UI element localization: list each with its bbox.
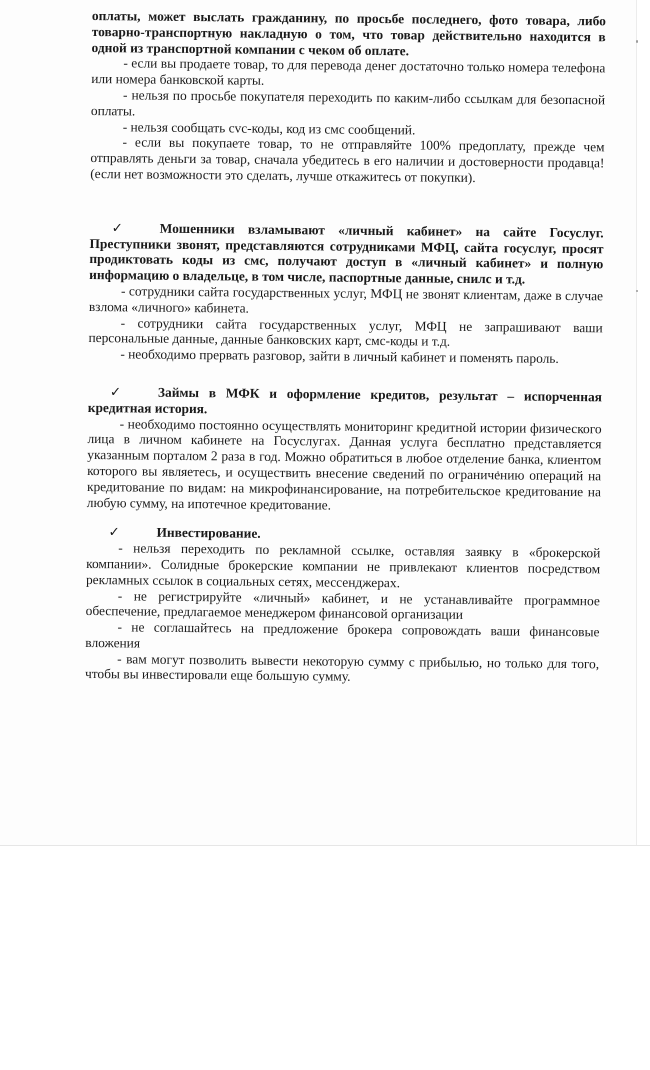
section-gosuslugi-paragraph-3: - необходимо прервать разговор, зайти в личный кабинет и поменять пароль. bbox=[120, 346, 559, 367]
section-invest-heading-text: Инвестирование. bbox=[156, 525, 261, 542]
section-gosuslugi-paragraph-2: - сотрудники сайта государственных услуг, МФЦ не запрашивают ваши персональные данные, данные банковских карт, смс-коды и т.д. bbox=[88, 314, 603, 350]
section-gosuslugi-heading-text: Мошенники взламывают «личный кабинет» на сайте Госуслуг. Преступники звонят, представляются сотрудниками МФЦ, сайта госуслуг, просят продиктовать коды из смс, получают доступ в «личный кабинет» и полную информацию о владельце, в том числе, паспортные данные, снилс и т.д. bbox=[89, 220, 604, 287]
section-loans-heading-text: Займы в МФК и оформление кредитов, результат – испорченная кредитная история. bbox=[87, 384, 603, 416]
section-loans-paragraph-1: - необходимо постоянно осуществлять мониторинг кредитной истории физического лица в личном кабинете на Госуслугах. Данная услуга бесплатно представляется указанным порталом 2 раза в год. Можно обратиться в любое отделение банка, клиентом которого вы являетесь, и осуществить внесение сведений по ограничению операций на кредитование по видам: на микрофинансирование, на потребительское кредитование на любую сумму, на ипотечное кредитование. bbox=[86, 415, 602, 513]
intro-paragraph-3: - нельзя по просьбе покупателя переходить по каким-либо ссылкам для безопасной оплаты. bbox=[90, 87, 606, 119]
section-gosuslugi-heading bbox=[89, 220, 604, 289]
sheet-bottom-edge bbox=[0, 845, 650, 846]
document-body bbox=[85, 8, 606, 688]
section-invest-paragraph-2: - не регистрируйте «личный» кабинет, и не устанавливайте программное обеспечение, предлагаемое менеджером финансовой организации bbox=[85, 587, 600, 623]
intro-paragraph-4: - нельзя сообщать cvc-коды, код из смс сообщений. bbox=[122, 118, 416, 137]
scan-speck bbox=[636, 40, 638, 43]
section-invest-paragraph-4: - вам могут позволить вывести некоторую сумму с прибылью, но только для того, чтобы вы инвестировали еще большую сумму. bbox=[84, 650, 600, 685]
checkmark-icon: ✓ bbox=[109, 384, 122, 400]
scan-speck bbox=[636, 290, 638, 292]
checkmark-icon: ✓ bbox=[108, 524, 120, 540]
checkmark-icon: ✓ bbox=[111, 219, 124, 236]
intro-paragraph-5: - если вы покупаете товар, то не отправляйте 100% предоплату, прежде чем отправлять деньги за товар, сначала убедитесь в его наличии и достоверности продавца! (если нет возможности это сделать, лучше откажитесь от покупки). bbox=[90, 134, 605, 185]
intro-paragraph-1: оплаты, может выслать гражданину, по просьбе последнего, фото товара, либо товарно-транспортную накладную о том, что товар действительно находится в одной из транспортной компании с чеком об оплате. bbox=[91, 8, 606, 58]
section-loans-heading bbox=[88, 384, 602, 421]
section-invest-paragraph-1: - нельзя переходить по рекламной ссылке, оставляя заявку в «брокерской компании». Солидные брокерские компании не привлекают клиентов посредством рекламных ссылок в социальных сетях, мессенджерах. bbox=[85, 540, 601, 590]
section-invest-paragraph-3: - не соглашайтесь на предложение брокера сопровождать ваши финансовые вложения bbox=[85, 619, 600, 651]
spacer bbox=[90, 182, 604, 225]
section-gosuslugi-paragraph-1: - сотрудники сайта государственных услуг, МФЦ не звонят клиентам, даже в случае взлома «личного» кабинета. bbox=[88, 283, 604, 316]
intro-paragraph-2: - если вы продаете товар, то для перевода денег достаточно только номера телефона или номера банковской карты. bbox=[91, 55, 606, 88]
